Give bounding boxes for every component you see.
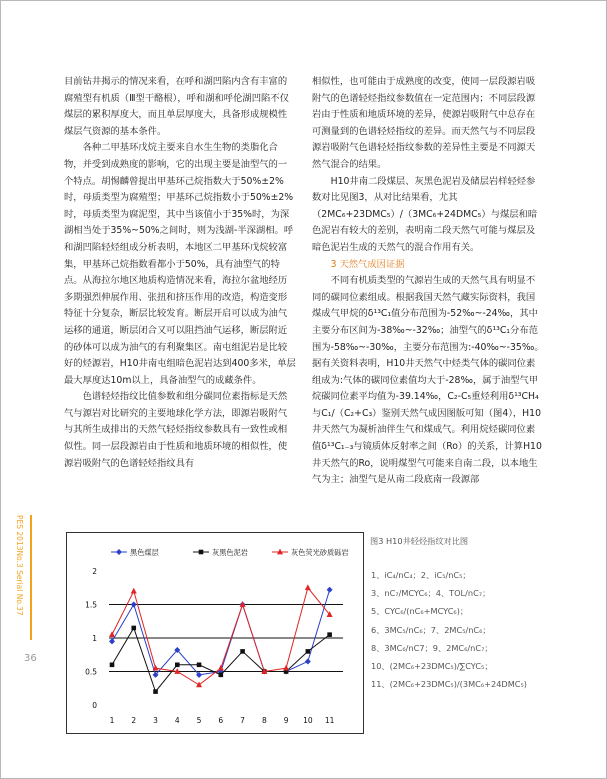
paragraph: 各种二甲基环戊烷主要来自水生生物的类脂化合物，并受到成熟度的影响，它的出现主要是油型气的一个特点。胡惕麟曾提出甲基环己烷指数大于50%±2%时，母质类型为腐殖型；甲基环己烷指数小于50%±2%时，母质类型为腐泥型，其中当该值小于35%时，为深湖相当处于35%~50%之间时，则为浅湖-半深湖相。呼和湖凹陷轻烃组成分析表明，本地区二甲基环戊烷较富集，甲基环己烷指数看都小于50%，具有油型气的特点。从海拉尔地区地质构造情况来看，海拉尔盆地经历多期强烈伸展作用、张扭和挤压作用的改造，构造变形特征十分复杂，断层比较发育。断层开启可以成为油气运移的通道，断层闭合又可以阻挡油气运移，断层附近的砂体可以成为油气的有利聚集区。南屯组泥岩是比较好的烃源岩，H10井南屯组暗色泥岩达到400多米，单层最大厚度达10m以上，具备油型气的成藏条件。 <box>64 142 296 386</box>
y-tick-label: 2 <box>92 567 97 576</box>
data-point <box>305 658 311 664</box>
paragraph: 色谱轻烃指纹比值参数和组分碳同位素指标是天然气与源岩对比研究的主要地球化学方法，即源岩吸附气与其所生成排出的天然气轻烃指纹参数具有一致性或相似性。同一层段源岩由于性质和地质环境的相似性，使源岩吸附气的色谱轻烃指纹具有 <box>64 391 288 469</box>
parameter-legend-item: 8、3MC₆/nC7；9、2MC₆/nC₇； <box>371 642 493 653</box>
chart-container <box>66 532 364 734</box>
data-point <box>109 631 115 637</box>
legend-marker <box>116 549 122 555</box>
x-tick-label: 5 <box>196 716 202 725</box>
legend-label: 黑色煤层 <box>130 548 159 557</box>
page-number: 36 <box>24 653 37 664</box>
x-tick-label: 7 <box>240 716 245 725</box>
data-point <box>305 584 311 590</box>
line-chart <box>67 533 363 733</box>
left-text-column <box>64 74 296 472</box>
legend-label: 灰色荧光砂质砾岩 <box>291 548 349 557</box>
parameter-legend-item: 10、(2MC₆+23DMC₅)/∑CYC₅； <box>371 661 493 672</box>
data-point <box>131 588 137 594</box>
data-point <box>306 649 311 654</box>
data-point <box>240 649 245 654</box>
figure-caption: 图3 H10井轻烃指纹对比图 <box>370 536 469 546</box>
data-point <box>197 663 202 668</box>
x-tick-label: 2 <box>131 716 137 725</box>
data-point <box>109 638 115 644</box>
side-journal-label <box>14 515 28 640</box>
x-tick-label: 8 <box>261 716 267 725</box>
paragraph: 不同有机质类型的气源岩生成的天然气具有明显不同的碳同位素组成。根据我国天然气藏实际资料，我国煤成气甲烷的δ¹³C₁值分布范围为-52‰~-24‰，其中主要分布区间为-38‰~-32‰；油型气的δ¹³C₁分布范围为-58‰~-30‰，主要分布范围为:-40‰~-35‰。据有关资料表明，H10井天然气中烃类气体的碳同位素组成为:气体的碳同位素值均大于-28‰，属于油型气甲烷碳同位素平均值为-39.14‰，C₂-C₅重烃利用δ¹³CH₄与C₁/（C₂+C₃）鉴别天然气成因图版可知（图4），H10井天然气为凝析油伴生气和煤成气。利用烷烃碳同位素值δ¹³C₁₋₃与镜质体反射率之间（Ro）的关系，计算H10井天然气的Ro，说明煤型气可能来自南二段，以本地生气为主；油型气是从南二段底南一段源部 <box>312 275 544 486</box>
x-tick-label: 6 <box>218 716 224 725</box>
parameter-legend-item: 6、3MC₅/nC₆；7、2MC₅/nC₆； <box>371 624 491 635</box>
paragraph: 相似性，也可能由于成熟度的改变，使同一层段源岩吸附气的色谱轻烃指纹参数值在一定范围内；不同层段源岩由于性质和地质环境的差异，使源岩吸附气中总存在可测量到的色谱轻烃指纹的差异。而天然气与不同层段源岩吸附气色谱轻烃指纹参数的差异性主要是不同源天然气混合的结果。 <box>312 76 536 170</box>
paragraph: 目前钻井揭示的情况来看，在呼和湖凹陷内含有丰富的腐殖型有机质（Ⅲ型干酪根），呼和湖和呼伦湖凹陷不仅煤层的累积厚度大，而且单层厚度大，具备形成规模性煤层气资源的基本条件。 <box>64 76 289 137</box>
parameter-legend-item: 5、CYC₆/(nC₆+MCYC₆)； <box>371 606 469 617</box>
x-tick-label: 11 <box>324 716 335 725</box>
data-point <box>131 626 136 631</box>
parameter-legend-list <box>371 566 571 693</box>
y-tick-label: 0.5 <box>85 667 97 677</box>
section-heading: 3 天然气成因证据 <box>312 258 405 270</box>
x-tick-label: 1 <box>109 716 115 725</box>
y-tick-label: 1.5 <box>85 600 97 610</box>
data-point <box>196 682 202 688</box>
data-point <box>175 663 180 668</box>
data-point <box>283 665 289 671</box>
x-tick-label: 9 <box>283 716 289 725</box>
data-point <box>327 632 332 637</box>
series-line <box>112 628 330 692</box>
y-tick-label: 1 <box>92 634 97 643</box>
data-point <box>327 587 333 593</box>
x-tick-label: 3 <box>153 716 158 725</box>
legend-label: 灰黑色泥岩 <box>212 548 248 557</box>
data-point <box>219 673 224 678</box>
parameter-legend-item: 11、(2MC₆+23DMC₅)/(3MC₆+24DMC₅) <box>371 679 527 690</box>
paragraph: H10井南二段煤层、灰黑色泥岩及储层岩样轻烃参数对比见图3，从对比结果看，尤其（2MC₆+23DMC₅）/（3MC₆+24DMC₅）与煤层和暗色泥岩有较大的差别，表明南二段天然气可能与煤层及暗色泥岩生成的天然气的混合作用有关。 <box>312 175 538 253</box>
parameter-legend-item: 3、nC₇/MCYC₆；4、TOL/nC₇； <box>371 588 491 599</box>
side-accent-rule <box>30 515 32 640</box>
legend-marker <box>199 550 204 555</box>
y-tick-label: 0 <box>92 701 97 710</box>
parameter-legend-item: 1、iC₄/nC₄；2、iC₅/nC₅； <box>371 570 471 580</box>
data-point <box>110 663 115 668</box>
x-tick-label: 10 <box>303 716 313 725</box>
right-text-column <box>312 74 544 489</box>
x-tick-label: 4 <box>174 716 180 725</box>
data-point <box>153 689 158 694</box>
journal-issue-label: PES 2013No.3 Serial No.37 <box>15 515 24 616</box>
data-point <box>131 602 137 608</box>
